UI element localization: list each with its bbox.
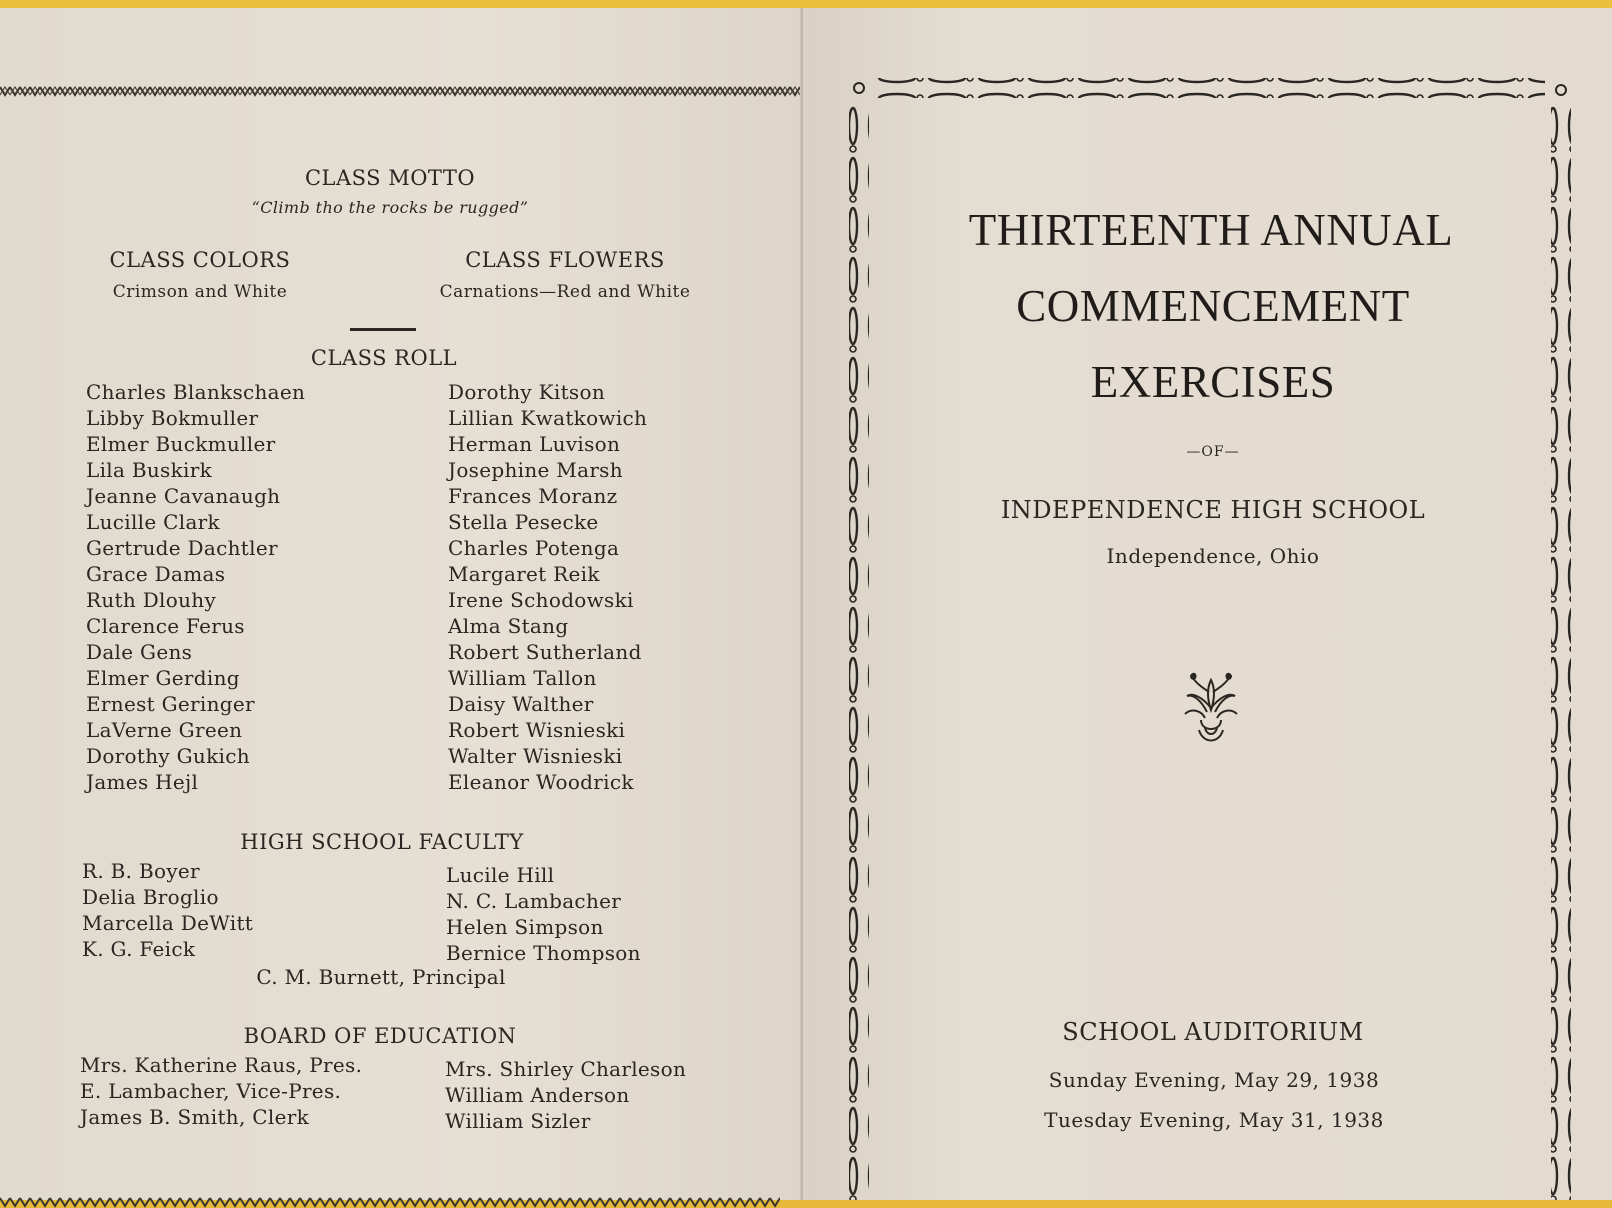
list-item: Daisy Walther (448, 692, 594, 716)
colors-heading: CLASS COLORS (109, 248, 291, 272)
fleuron-icon (1181, 670, 1241, 748)
roll-column-right (448, 379, 647, 795)
list-item: Elmer Buckmuller (86, 432, 276, 456)
list-item: Lucille Clark (86, 510, 220, 534)
list-item: K. G. Feick (82, 937, 196, 961)
list-item: Stella Pesecke (448, 510, 599, 534)
list-item: Irene Schodowski (448, 588, 634, 612)
list-item: Ernest Geringer (86, 692, 255, 716)
list-item: Margaret Reik (448, 562, 600, 586)
list-item: Jeanne Cavanaugh (86, 484, 281, 508)
list-item: Ruth Dlouhy (86, 588, 217, 612)
zigzag-border-bottom (0, 1196, 780, 1208)
of-label: —OF— (1186, 444, 1240, 460)
list-item: William Anderson (445, 1083, 630, 1107)
list-item: Frances Moranz (448, 484, 618, 508)
list-item: Libby Bokmuller (86, 406, 259, 430)
list-item: Charles Potenga (448, 536, 620, 560)
list-item: R. B. Boyer (82, 859, 200, 883)
list-item: Lucile Hill (446, 863, 555, 887)
list-item: Robert Sutherland (448, 640, 642, 664)
board-heading: BOARD OF EDUCATION (243, 1024, 517, 1048)
list-item: Dale Gens (86, 640, 193, 664)
list-item: Lila Buskirk (86, 458, 212, 482)
left-page (0, 8, 802, 1200)
list-item: Mrs. Shirley Charleson (445, 1057, 687, 1081)
venue-heading: SCHOOL AUDITORIUM (1062, 1018, 1364, 1046)
list-item: E. Lambacher, Vice-Pres. (80, 1079, 342, 1103)
faculty-column-left (82, 858, 253, 962)
list-item: Grace Damas (86, 562, 226, 586)
list-item: Lillian Kwatkowich (448, 406, 648, 430)
list-item: LaVerne Green (86, 718, 243, 742)
school-name: INDEPENDENCE HIGH SCHOOL (1000, 496, 1426, 524)
list-item: Herman Luvison (448, 432, 621, 456)
list-item: Eleanor Woodrick (448, 770, 634, 794)
roll-column-left (86, 379, 305, 795)
list-item: Helen Simpson (446, 915, 604, 939)
faculty-heading: HIGH SCHOOL FACULTY (240, 830, 524, 854)
right-page (803, 8, 1612, 1200)
list-item: Marcella DeWitt (82, 911, 254, 935)
title-line-2: COMMENCEMENT (1016, 281, 1410, 331)
list-item: James B. Smith, Clerk (80, 1105, 309, 1129)
flowers-text: Carnations—Red and White (439, 282, 691, 302)
list-item: N. C. Lambacher (446, 889, 622, 913)
list-item: William Tallon (448, 666, 597, 690)
title-line-3: EXERCISES (1090, 357, 1336, 407)
list-item: William Sizler (445, 1109, 591, 1133)
colors-text: Crimson and White (112, 282, 288, 302)
list-item: Josephine Marsh (448, 458, 623, 482)
date-sunday: Sunday Evening, May 29, 1938 (1048, 1068, 1380, 1092)
list-item: Elmer Gerding (86, 666, 240, 690)
list-item: Mrs. Katherine Raus, Pres. (80, 1053, 363, 1077)
board-column-right (445, 1056, 686, 1134)
divider-rule (350, 328, 416, 331)
list-item: Alma Stang (448, 614, 569, 638)
list-item: Bernice Thompson (446, 941, 641, 965)
principal: C. M. Burnett, Principal (256, 965, 506, 989)
board-column-left (80, 1052, 362, 1130)
faculty-column-right (446, 862, 641, 966)
list-item: Dorothy Gukich (86, 744, 250, 768)
list-item: Clarence Ferus (86, 614, 245, 638)
roll-heading: CLASS ROLL (310, 346, 458, 370)
list-item: Robert Wisnieski (448, 718, 626, 742)
title-line-1: THIRTEENTH ANNUAL (968, 205, 1454, 255)
flowers-heading: CLASS FLOWERS (465, 248, 665, 272)
motto-heading: CLASS MOTTO (304, 166, 476, 190)
list-item: Gertrude Dachtler (86, 536, 278, 560)
list-item: Dorothy Kitson (448, 380, 606, 404)
list-item: Walter Wisnieski (448, 744, 623, 768)
list-item: James Hejl (86, 770, 199, 794)
school-location: Independence, Ohio (1106, 544, 1320, 568)
list-item: Delia Broglio (82, 885, 219, 909)
date-tuesday: Tuesday Evening, May 31, 1938 (1044, 1108, 1384, 1132)
motto-text: “Climb tho the rocks be rugged” (251, 198, 529, 217)
list-item: Charles Blankschaen (86, 380, 306, 404)
zigzag-border-top (0, 84, 800, 98)
